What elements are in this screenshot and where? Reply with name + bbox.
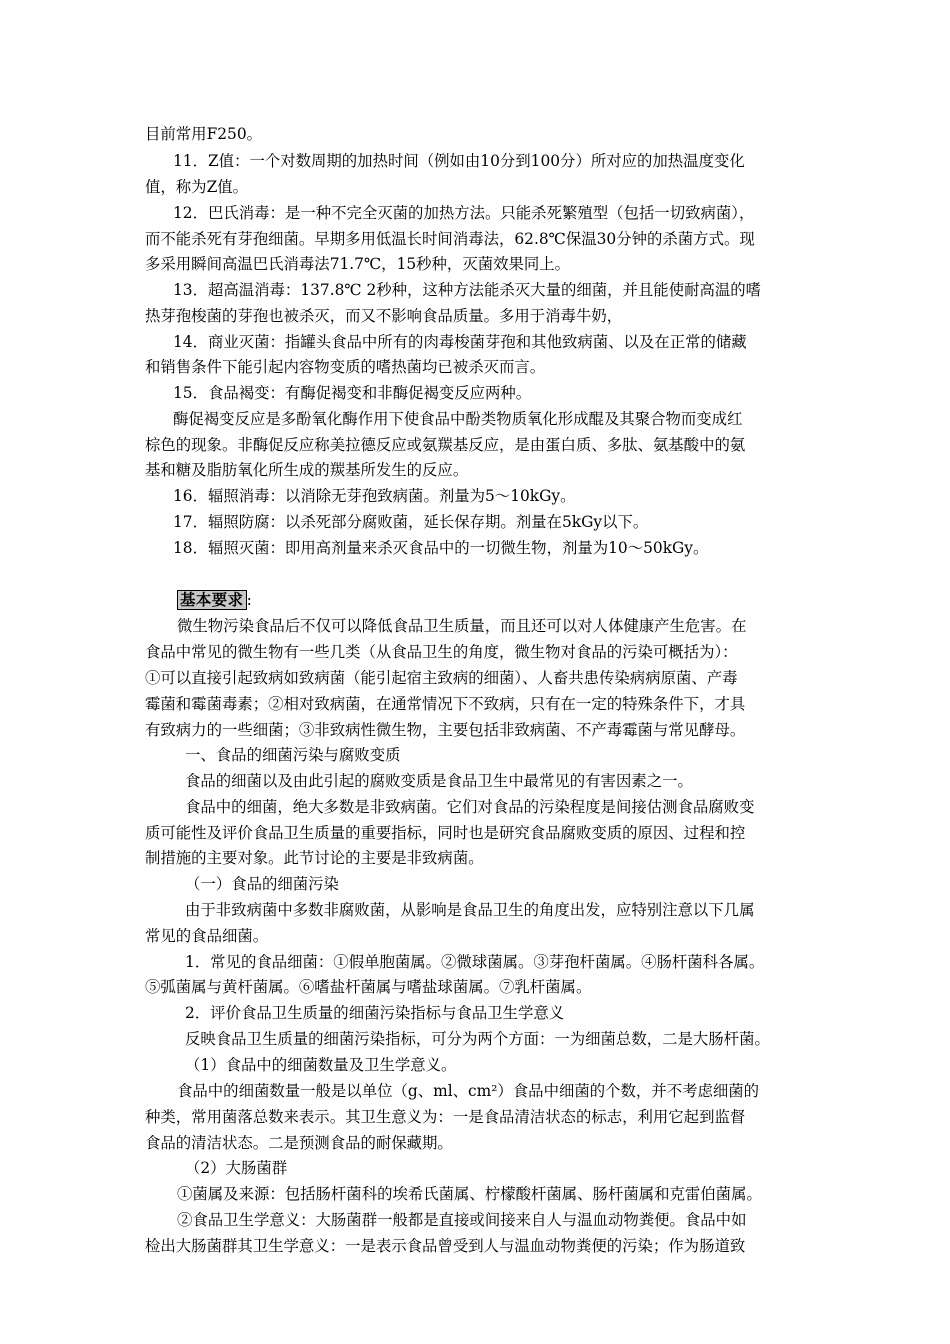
text-line: 基和糖及脂肪氧化所生成的羰基所发生的反应。 — [145, 461, 469, 479]
text-line: 微生物污染食品后不仅可以降低食品卫生质量，而且还可以对人体健康产生危害。在 — [177, 617, 747, 635]
text-line: 食品中常见的微生物有一些几类（从食品卫生的角度，微生物对食品的污染可概括为）： — [145, 643, 738, 661]
subheading: 一、食品的细菌污染与腐败变质 — [185, 746, 401, 764]
text-line: 霉菌和霉菌毒素；②相对致病菌，在通常情况下不致病，只有在一定的特殊条件下，才具 — [145, 695, 746, 713]
text-line: 食品的清洁状态。二是预测食品的耐保藏期。 — [145, 1134, 453, 1152]
section-heading: 基本要求 — [177, 590, 247, 610]
text-line: 棕色的现象。非酶促反应称美拉德反应或氨羰基反应，是由蛋白质、多肽、氨基酸中的氨 — [145, 436, 746, 454]
subheading: （1）食品中的细菌数量及卫生学意义。 — [185, 1056, 457, 1074]
text-line: 17．辐照防腐：以杀死部分腐败菌，延长保存期。剂量在5kGy以下。 — [173, 513, 649, 531]
text-line: 15．食品褐变：有酶促褐变和非酶促褐变反应两种。 — [173, 384, 532, 402]
section-heading-row — [177, 590, 252, 610]
subheading: （一）食品的细菌污染 — [185, 875, 339, 893]
text-line: 11．Z值：一个对数周期的加热时间（例如由10分到100分）所对应的加热温度变化 — [173, 152, 745, 170]
text-line: 制措施的主要对象。此节讨论的主要是非致病菌。 — [145, 849, 484, 867]
section-heading-colon: : — [246, 591, 252, 609]
text-line: 反映食品卫生质量的细菌污染指标，可分为两个方面：一为细菌总数，二是大肠杆菌。 — [185, 1030, 770, 1048]
text-line: 食品中的细菌，绝大多数是非致病菌。它们对食品的污染程度是间接估测食品腐败变 — [185, 798, 755, 816]
text-line: 12．巴氏消毒：是一种不完全灭菌的加热方法。只能杀死繁殖型（包括一切致病菌）， — [173, 204, 755, 222]
text-line: 和销售条件下能引起内容物变质的嗜热菌均已被杀灭而言。 — [145, 358, 546, 376]
text-line: ①可以直接引起致病如致病菌（能引起宿主致病的细菌）、人畜共患传染病病原菌、产毒 — [145, 669, 738, 687]
text-line: 种类，常用菌落总数来表示。其卫生意义为：一是食品清洁状态的标志，利用它起到监督 — [145, 1108, 746, 1126]
text-line: 食品的细菌以及由此引起的腐败变质是食品卫生中最常见的有害因素之一。 — [185, 772, 693, 790]
text-line: ②食品卫生学意义：大肠菌群一般都是直接或间接来自人与温血动物粪便。食品中如 — [177, 1211, 747, 1229]
text-line: 多采用瞬间高温巴氏消毒法71.7℃，15秒种，灭菌效果同上。 — [145, 255, 571, 273]
subheading: 2．评价食品卫生质量的细菌污染指标与食品卫生学意义 — [185, 1004, 565, 1022]
text-line: 18．辐照灭菌：即用高剂量来杀灭食品中的一切微生物，剂量为10～50kGy。 — [173, 539, 709, 557]
text-line: 14．商业灭菌：指罐头食品中所有的肉毒梭菌芽孢和其他致病菌、以及在正常的储藏 — [173, 333, 747, 351]
text-line: 常见的食品细菌。 — [145, 927, 269, 945]
text-line: 值，称为Z值。 — [145, 178, 249, 196]
text-line: 质可能性及评价食品卫生质量的重要指标，同时也是研究食品腐败变质的原因、过程和控 — [145, 824, 746, 842]
text-line: 检出大肠菌群其卫生学意义：一是表示食品曾受到人与温血动物粪便的污染；作为肠道致 — [145, 1237, 746, 1255]
text-line: 而不能杀死有芽孢细菌。早期多用低温长时间消毒法，62.8℃保温30分钟的杀菌方式。现 — [145, 230, 755, 248]
text-line: 13．超高温消毒：137.8℃ 2秒种，这种方法能杀灭大量的细菌，并且能使耐高温的嗜 — [173, 281, 762, 299]
text-line: ①菌属及来源：包括肠杆菌科的埃希氏菌属、柠檬酸杆菌属、肠杆菌属和克雷伯菌属。 — [177, 1185, 762, 1203]
text-line: 由于非致病菌中多数非腐败菌，从影响是食品卫生的角度出发，应特别注意以下几属 — [185, 901, 755, 919]
text-line: ⑤弧菌属与黄杆菌属。⑥嗜盐杆菌属与嗜盐球菌属。⑦乳杆菌属。 — [145, 978, 592, 996]
text-line: 食品中的细菌数量一般是以单位（g、ml、cm²）食品中细菌的个数，并不考虑细菌的 — [177, 1082, 760, 1100]
text-line: 目前常用F250。 — [145, 125, 263, 143]
subheading: （2）大肠菌群 — [185, 1159, 288, 1177]
text-line: 16．辐照消毒：以消除无芽孢致病菌。剂量为5～10kGy。 — [173, 487, 576, 505]
text-line: 1．常见的食品细菌：①假单胞菌属。②微球菌属。③芽孢杆菌属。④肠杆菌科各属。 — [185, 953, 765, 971]
text-line: 酶促褐变反应是多酚氧化酶作用下使食品中酚类物质氧化形成醌及其聚合物而变成红 — [173, 410, 743, 428]
text-line: 有致病力的一些细菌；③非致病性微生物，主要包括非致病菌、不产毒霉菌与常见酵母。 — [145, 721, 746, 739]
text-line: 热芽孢梭菌的芽孢也被杀灭，而又不影响食品质量。多用于消毒牛奶， — [145, 307, 623, 325]
